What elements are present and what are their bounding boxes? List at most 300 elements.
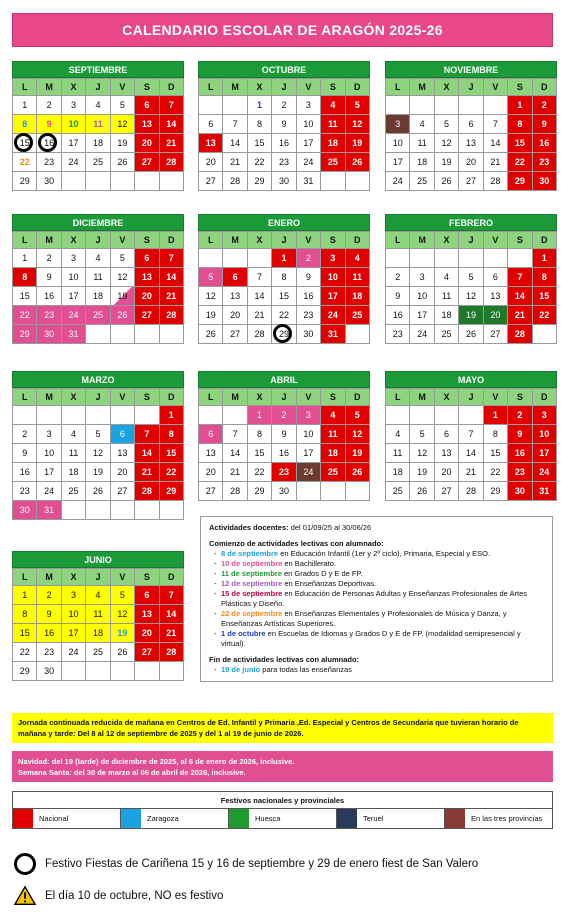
month-grid — [385, 388, 557, 501]
day-cell: 31 — [37, 501, 61, 520]
day-cell: 16 — [508, 444, 532, 463]
day-cell-empty — [410, 96, 434, 115]
day-cell: 18 — [86, 624, 110, 643]
weekday-header: L — [199, 79, 223, 96]
day-cell: 26 — [111, 643, 135, 662]
day-cell: 17 — [62, 287, 86, 306]
day-cell: 18 — [386, 463, 410, 482]
day-cell: 18 — [410, 153, 434, 172]
day-cell: 10 — [321, 268, 345, 287]
month-grid — [198, 231, 370, 344]
day-cell: 1 — [13, 586, 37, 605]
weekday-header: X — [435, 79, 459, 96]
fin-text: para todas las enseñanzas — [260, 665, 352, 674]
weekday-header: M — [410, 389, 434, 406]
weekday-header: J — [86, 232, 110, 249]
semana-santa-text: Semana Santa: del 30 de marzo al 06 de abril de 2026, inclusive. — [18, 768, 246, 777]
day-cell: 19 — [111, 287, 135, 306]
day-cell: 2 — [272, 406, 296, 425]
month-title: MAYO — [385, 371, 557, 388]
day-cell: 21 — [160, 287, 184, 306]
day-cell: 30 — [272, 482, 296, 501]
weekday-header: J — [459, 389, 483, 406]
day-cell: 11 — [62, 444, 86, 463]
day-cell: 11 — [86, 268, 110, 287]
day-cell: 8 — [484, 425, 508, 444]
day-cell: 16 — [386, 306, 410, 325]
month-noviembre — [385, 61, 557, 191]
day-cell: 19 — [435, 153, 459, 172]
day-cell: 21 — [160, 134, 184, 153]
day-cell: 29 — [160, 482, 184, 501]
weekday-header: L — [13, 232, 37, 249]
day-cell: 13 — [111, 444, 135, 463]
weekday-header: L — [13, 389, 37, 406]
day-cell: 15 — [13, 287, 37, 306]
day-cell-empty — [199, 96, 223, 115]
day-cell-empty — [386, 249, 410, 268]
day-cell: 20 — [135, 624, 159, 643]
day-cell: 28 — [459, 482, 483, 501]
weekday-header: D — [160, 569, 184, 586]
day-cell: 10 — [533, 425, 557, 444]
day-cell: 27 — [135, 153, 159, 172]
weekday-header: S — [321, 232, 345, 249]
day-cell: 7 — [160, 249, 184, 268]
month-title: ABRIL — [198, 371, 370, 388]
day-cell: 17 — [410, 306, 434, 325]
day-cell: 27 — [435, 482, 459, 501]
weekday-header: X — [62, 569, 86, 586]
activity-item — [221, 569, 544, 579]
weekday-header: V — [111, 389, 135, 406]
day-cell-empty — [160, 172, 184, 191]
legend-item — [337, 809, 445, 828]
day-cell: 12 — [199, 287, 223, 306]
day-cell: 26 — [459, 325, 483, 344]
activity-date: 15 de septiembre — [221, 589, 283, 598]
day-cell: 27 — [199, 172, 223, 191]
day-cell: 15 — [13, 134, 37, 153]
day-cell: 10 — [297, 425, 321, 444]
day-cell: 10 — [62, 115, 86, 134]
day-cell: 17 — [62, 624, 86, 643]
day-cell: 9 — [37, 115, 61, 134]
day-cell: 23 — [37, 153, 61, 172]
weekday-header: L — [386, 389, 410, 406]
weekday-header: V — [484, 232, 508, 249]
day-cell-empty — [135, 325, 159, 344]
activity-date: 10 de septiembre — [221, 559, 283, 568]
day-cell: 6 — [135, 249, 159, 268]
day-cell: 10 — [410, 287, 434, 306]
day-cell: 25 — [86, 153, 110, 172]
day-cell: 2 — [37, 249, 61, 268]
day-cell: 30 — [37, 172, 61, 191]
day-cell-empty — [410, 406, 434, 425]
day-cell: 3 — [62, 586, 86, 605]
legend-swatch — [445, 809, 465, 828]
weekday-header: D — [160, 232, 184, 249]
day-cell: 8 — [272, 268, 296, 287]
day-cell: 26 — [410, 482, 434, 501]
weekday-header: M — [410, 79, 434, 96]
month-grid — [385, 231, 557, 344]
weekday-header: D — [533, 79, 557, 96]
day-cell: 12 — [86, 444, 110, 463]
day-cell: 3 — [297, 96, 321, 115]
day-cell: 18 — [62, 463, 86, 482]
legend-item — [445, 809, 552, 828]
month-grid — [385, 78, 557, 191]
day-cell: 19 — [111, 624, 135, 643]
day-cell: 15 — [248, 134, 272, 153]
day-cell: 24 — [37, 482, 61, 501]
legend-title: Festivos nacionales y provinciales — [13, 792, 552, 809]
day-cell: 20 — [223, 306, 247, 325]
footnote-cariñena — [14, 852, 478, 876]
weekday-header: D — [346, 389, 370, 406]
weekday-header: M — [37, 389, 61, 406]
day-cell: 21 — [459, 463, 483, 482]
day-cell: 6 — [111, 425, 135, 444]
day-cell: 16 — [37, 134, 61, 153]
month-enero — [198, 214, 370, 344]
day-cell: 12 — [346, 425, 370, 444]
day-cell: 4 — [386, 425, 410, 444]
warning-icon — [14, 885, 36, 907]
day-cell-empty — [13, 406, 37, 425]
day-cell: 21 — [135, 463, 159, 482]
activity-date: 12 de septiembre — [221, 579, 283, 588]
day-cell: 10 — [297, 115, 321, 134]
day-cell-empty — [199, 406, 223, 425]
day-cell: 7 — [160, 586, 184, 605]
day-cell: 13 — [135, 115, 159, 134]
day-cell: 25 — [346, 306, 370, 325]
docentes-label: Actividades docentes: — [209, 523, 289, 532]
day-cell: 23 — [297, 306, 321, 325]
activity-text: en Bachillerato. — [282, 559, 337, 568]
day-cell-empty — [160, 662, 184, 681]
weekday-header: D — [160, 79, 184, 96]
weekday-header: M — [223, 389, 247, 406]
day-cell: 3 — [62, 96, 86, 115]
day-cell: 1 — [13, 96, 37, 115]
day-cell-empty — [111, 406, 135, 425]
vacations-note — [12, 751, 553, 782]
day-cell-empty — [484, 96, 508, 115]
day-cell: 22 — [160, 463, 184, 482]
day-cell: 30 — [37, 325, 61, 344]
day-cell: 14 — [160, 115, 184, 134]
day-cell: 30 — [533, 172, 557, 191]
weekday-header: S — [508, 389, 532, 406]
fin-date: 19 de junio — [221, 665, 261, 674]
weekday-header: J — [86, 389, 110, 406]
day-cell: 3 — [533, 406, 557, 425]
day-cell: 13 — [459, 134, 483, 153]
day-cell: 30 — [272, 172, 296, 191]
day-cell: 20 — [435, 463, 459, 482]
day-cell: 26 — [111, 306, 135, 325]
day-cell: 22 — [533, 306, 557, 325]
day-cell-empty — [459, 249, 483, 268]
holiday-legend — [12, 791, 553, 829]
activity-text: en Escuelas de Idiomas y Grados D y E de FP. (modalidad semipresencial y virtual). — [221, 629, 521, 648]
day-cell: 8 — [13, 115, 37, 134]
weekday-header: L — [199, 232, 223, 249]
day-cell: 2 — [37, 586, 61, 605]
weekday-header: X — [248, 79, 272, 96]
day-cell: 31 — [533, 482, 557, 501]
day-cell: 28 — [223, 482, 247, 501]
day-cell: 30 — [13, 501, 37, 520]
weekday-header: L — [13, 569, 37, 586]
weekday-header: J — [272, 389, 296, 406]
day-cell: 29 — [508, 172, 532, 191]
day-cell: 14 — [160, 268, 184, 287]
legend-row — [13, 809, 552, 828]
activity-text: en Enseñanzas Deportivas. — [282, 579, 377, 588]
day-cell: 8 — [13, 605, 37, 624]
day-cell: 24 — [62, 306, 86, 325]
weekday-header: V — [111, 79, 135, 96]
day-cell-empty — [86, 501, 110, 520]
day-cell: 14 — [223, 134, 247, 153]
day-cell: 16 — [37, 287, 61, 306]
day-cell: 20 — [111, 463, 135, 482]
day-cell: 4 — [321, 406, 345, 425]
day-cell: 21 — [160, 624, 184, 643]
weekday-header: D — [160, 389, 184, 406]
weekday-header: D — [533, 389, 557, 406]
month-diciembre — [12, 214, 184, 344]
day-cell: 23 — [533, 153, 557, 172]
day-cell: 13 — [135, 605, 159, 624]
day-cell: 5 — [346, 96, 370, 115]
day-cell: 3 — [297, 406, 321, 425]
day-cell: 22 — [248, 463, 272, 482]
weekday-header: J — [459, 79, 483, 96]
day-cell-empty — [111, 662, 135, 681]
day-cell-empty — [223, 249, 247, 268]
day-cell: 7 — [135, 425, 159, 444]
day-cell: 29 — [13, 325, 37, 344]
month-mayo — [385, 371, 557, 501]
day-cell: 6 — [435, 425, 459, 444]
weekday-header: J — [86, 569, 110, 586]
activity-date: 22 de septiembre — [221, 609, 283, 618]
day-cell: 18 — [86, 134, 110, 153]
month-octubre — [198, 61, 370, 191]
legend-label: En las tres provincias — [471, 814, 543, 823]
day-cell-empty — [111, 501, 135, 520]
day-cell: 25 — [321, 153, 345, 172]
weekday-header: X — [62, 232, 86, 249]
month-abril — [198, 371, 370, 501]
month-junio — [12, 551, 184, 681]
day-cell: 15 — [272, 287, 296, 306]
day-cell: 13 — [435, 444, 459, 463]
fin-item — [221, 665, 544, 675]
day-cell: 24 — [62, 153, 86, 172]
day-cell: 23 — [37, 643, 61, 662]
day-cell: 1 — [484, 406, 508, 425]
day-cell: 15 — [160, 444, 184, 463]
day-cell: 5 — [435, 115, 459, 134]
day-cell: 4 — [86, 96, 110, 115]
day-cell-empty — [386, 96, 410, 115]
month-grid — [198, 78, 370, 191]
day-cell: 25 — [410, 172, 434, 191]
day-cell-empty — [86, 172, 110, 191]
day-cell: 7 — [248, 268, 272, 287]
day-cell: 24 — [297, 153, 321, 172]
weekday-header: M — [37, 79, 61, 96]
day-cell: 7 — [484, 115, 508, 134]
weekday-header: L — [199, 389, 223, 406]
weekday-header: J — [86, 79, 110, 96]
day-cell: 24 — [386, 172, 410, 191]
day-cell: 21 — [223, 153, 247, 172]
day-cell: 14 — [508, 287, 532, 306]
activity-date: 8 de septiembre — [221, 549, 279, 558]
day-cell: 19 — [346, 444, 370, 463]
day-cell: 25 — [62, 482, 86, 501]
jornada-note: Jornada continuada reducida de mañana en Centros de Ed. Infantil y Primaria ,Ed. Especial y Centros de Secundaria que tuvieran horario de mañana y tarde: Del 8 al 12 de septiembre de 2025 y del 1 al 19 de junio de 2026. — [12, 713, 553, 743]
day-cell: 12 — [435, 134, 459, 153]
day-cell: 1 — [13, 249, 37, 268]
day-cell: 27 — [199, 482, 223, 501]
month-title: MARZO — [12, 371, 184, 388]
day-cell-empty — [160, 325, 184, 344]
day-cell: 22 — [13, 643, 37, 662]
activity-item — [221, 579, 544, 589]
day-cell: 26 — [111, 153, 135, 172]
day-cell: 26 — [435, 172, 459, 191]
day-cell-empty — [135, 406, 159, 425]
day-cell: 7 — [223, 425, 247, 444]
day-cell-empty — [435, 96, 459, 115]
day-cell: 28 — [160, 306, 184, 325]
weekday-header: L — [386, 79, 410, 96]
weekday-header: M — [410, 232, 434, 249]
day-cell: 30 — [508, 482, 532, 501]
legend-item — [13, 809, 121, 828]
day-cell: 5 — [111, 586, 135, 605]
day-cell: 11 — [386, 444, 410, 463]
day-cell: 27 — [223, 325, 247, 344]
day-cell: 24 — [297, 463, 321, 482]
day-cell-empty — [223, 406, 247, 425]
day-cell: 4 — [62, 425, 86, 444]
day-cell: 14 — [223, 444, 247, 463]
day-cell: 8 — [160, 425, 184, 444]
day-cell: 8 — [13, 268, 37, 287]
weekday-header: J — [272, 79, 296, 96]
day-cell: 31 — [62, 325, 86, 344]
day-cell: 16 — [37, 624, 61, 643]
legend-item — [121, 809, 229, 828]
activity-item — [221, 629, 544, 649]
day-cell: 9 — [508, 425, 532, 444]
day-cell: 22 — [484, 463, 508, 482]
month-febrero — [385, 214, 557, 344]
day-cell: 9 — [37, 605, 61, 624]
weekday-header: V — [111, 569, 135, 586]
day-cell: 30 — [297, 325, 321, 344]
day-cell-empty — [223, 96, 247, 115]
day-cell: 5 — [111, 96, 135, 115]
weekday-header: V — [297, 232, 321, 249]
day-cell: 2 — [386, 268, 410, 287]
day-cell: 27 — [135, 306, 159, 325]
day-cell: 23 — [37, 306, 61, 325]
legend-label: Zaragoza — [147, 814, 179, 823]
navidad-text: Navidad: del 19 (tarde) de diciembre de 2025, al 6 de enero de 2026, inclusive. — [18, 757, 295, 766]
weekday-header: M — [223, 232, 247, 249]
day-cell-empty — [135, 172, 159, 191]
day-cell: 2 — [533, 96, 557, 115]
weekday-header: V — [111, 232, 135, 249]
weekday-header: M — [37, 232, 61, 249]
weekday-header: S — [135, 389, 159, 406]
day-cell: 26 — [346, 463, 370, 482]
day-cell-empty — [459, 406, 483, 425]
day-cell: 23 — [386, 325, 410, 344]
day-cell: 26 — [199, 325, 223, 344]
day-cell-empty — [111, 172, 135, 191]
day-cell-empty — [248, 249, 272, 268]
weekday-header: V — [297, 79, 321, 96]
day-cell: 25 — [321, 463, 345, 482]
day-cell: 19 — [199, 306, 223, 325]
weekday-header: S — [508, 232, 532, 249]
day-cell-empty — [346, 482, 370, 501]
day-cell: 20 — [484, 306, 508, 325]
day-cell: 6 — [459, 115, 483, 134]
weekday-header: X — [435, 389, 459, 406]
day-cell-empty — [435, 406, 459, 425]
day-cell: 31 — [321, 325, 345, 344]
day-cell: 27 — [135, 643, 159, 662]
day-cell: 17 — [533, 444, 557, 463]
month-septiembre — [12, 61, 184, 191]
comienzo-heading: Comienzo de actividades lectivas con alumnado: — [209, 539, 384, 548]
day-cell: 28 — [508, 325, 532, 344]
day-cell: 8 — [248, 425, 272, 444]
weekday-header: S — [135, 79, 159, 96]
day-cell: 22 — [508, 153, 532, 172]
legend-swatch — [121, 809, 141, 828]
day-cell: 20 — [199, 153, 223, 172]
day-cell: 21 — [248, 306, 272, 325]
day-cell-empty — [62, 501, 86, 520]
day-cell: 6 — [199, 115, 223, 134]
day-cell: 10 — [62, 605, 86, 624]
day-cell: 2 — [272, 96, 296, 115]
day-cell-empty — [346, 172, 370, 191]
day-cell: 21 — [484, 153, 508, 172]
day-cell: 20 — [199, 463, 223, 482]
day-cell: 17 — [62, 134, 86, 153]
day-cell: 23 — [508, 463, 532, 482]
day-cell: 17 — [386, 153, 410, 172]
day-cell: 17 — [37, 463, 61, 482]
weekday-header: D — [533, 232, 557, 249]
activities-list — [209, 549, 544, 649]
